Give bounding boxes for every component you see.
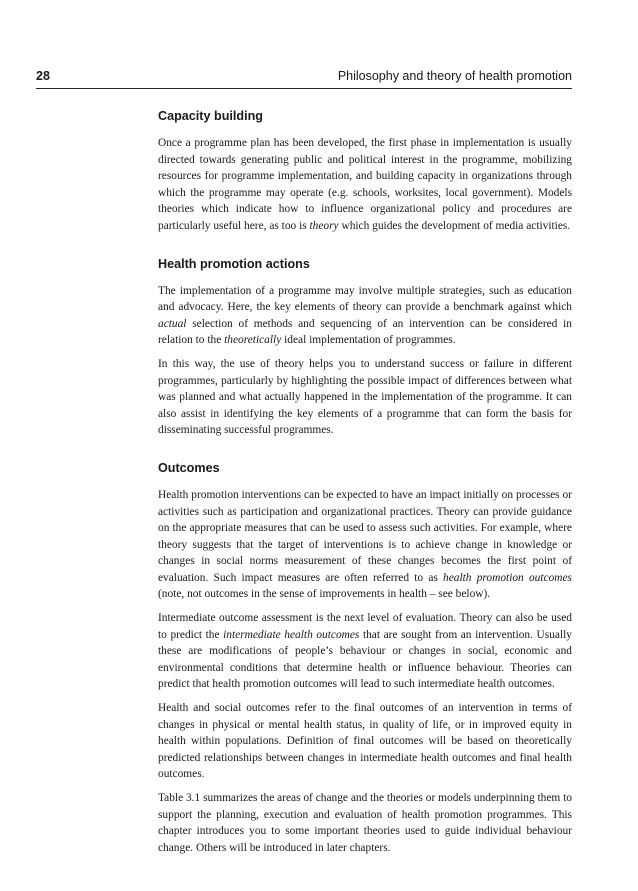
paragraph (158, 790, 572, 856)
section-outcomes (158, 460, 572, 856)
paragraph (158, 135, 572, 235)
section-heading: Capacity building (158, 109, 263, 123)
text-run: ideal implementation of programmes. (281, 334, 456, 347)
paragraph (158, 610, 572, 693)
text-run: which guides the development of media activities. (338, 219, 571, 232)
text-run: (note, not outcomes in the sense of improvements in health – see below). (158, 588, 491, 601)
text-run: In this way, the use of theory helps you to understand success or failure in different programmes, particularly by highlighting the possible impact of differences between what was planned and what actually happened in the implementation of the programme. It can also assist in identifying the key elements of a programme that can form the basis for disseminating successful programmes. (158, 357, 572, 437)
page-number: 28 (36, 69, 50, 83)
text-run: Health promotion interventions can be expected to have an impact initially on processes or activities such as participation and organizational practices. Theory can provide guidance on the appropriate measures that can be used to assess such activities. For example, where theory suggests that the target of interventions is to achieve change in knowledge or changes in social norms measurement of these changes becomes the first point of evaluation. Such impact measures are often referred to as (158, 488, 572, 584)
section-heading: Health promotion actions (158, 256, 310, 271)
text-run: Health and social outcomes refer to the final outcomes of an intervention in terms of changes in physical or mental health status, in quality of life, or in improved equity in health within populations. Definition of final outcomes will be based on theoretically predicted relationships between changes in intermediate health outcomes and final health outcomes. (158, 702, 572, 781)
text-run: selection of methods and sequencing of an intervention can be considered in relation to the (158, 317, 572, 347)
running-title: Philosophy and theory of health promotion (337, 69, 572, 83)
section-heading: Outcomes (158, 460, 220, 475)
text-run: Once a programme plan has been developed, the first phase in implementation is usually directed towards generating public and political interest in the programme, mobilizing resources for programme implementation, and building capacity in organizations through which the programme may operate (e.g. schools, worksites, local government). Models theories which indicate how to influence organizational policy and procedures are particularly useful here, as too is (158, 137, 572, 232)
emphasis-text: health promotion outcomes (443, 571, 572, 584)
paragraph (158, 356, 572, 439)
paragraph (158, 700, 572, 783)
paragraph (158, 487, 572, 603)
paragraph (158, 283, 572, 349)
section-capacity-building (158, 108, 572, 235)
text-run: Table 3.1 summarizes the areas of change and the theories or models underpinning them to support the planning, execution and evaluation of health promotion programmes. This chapter introduces you to some important theories used to guide individual behaviour change. Others will be introduced in later chapters. (158, 792, 572, 854)
emphasis-text: actual (158, 317, 187, 330)
emphasis-text: theoretically (224, 334, 282, 347)
page-body (158, 100, 572, 863)
running-header (36, 66, 572, 89)
emphasis-text: intermediate health outcomes (223, 628, 360, 641)
emphasis-text: theory (309, 219, 339, 232)
text-run: that are sought from an intervention. Usually these are modifications of people’s behaviour or changes in social, economic and environmental conditions that determine health or influence behaviour. Theories can predict that health promotion outcomes will lead to such intermediate health outcomes. (158, 628, 572, 691)
text-run: Intermediate outcome assessment is the next level of evaluation. Theory can also be used to predict the (158, 612, 572, 641)
section-health-promotion-actions (158, 256, 572, 439)
text-run: The implementation of a programme may involve multiple strategies, such as education and advocacy. Here, the key elements of theory can provide a benchmark against which (158, 284, 572, 314)
